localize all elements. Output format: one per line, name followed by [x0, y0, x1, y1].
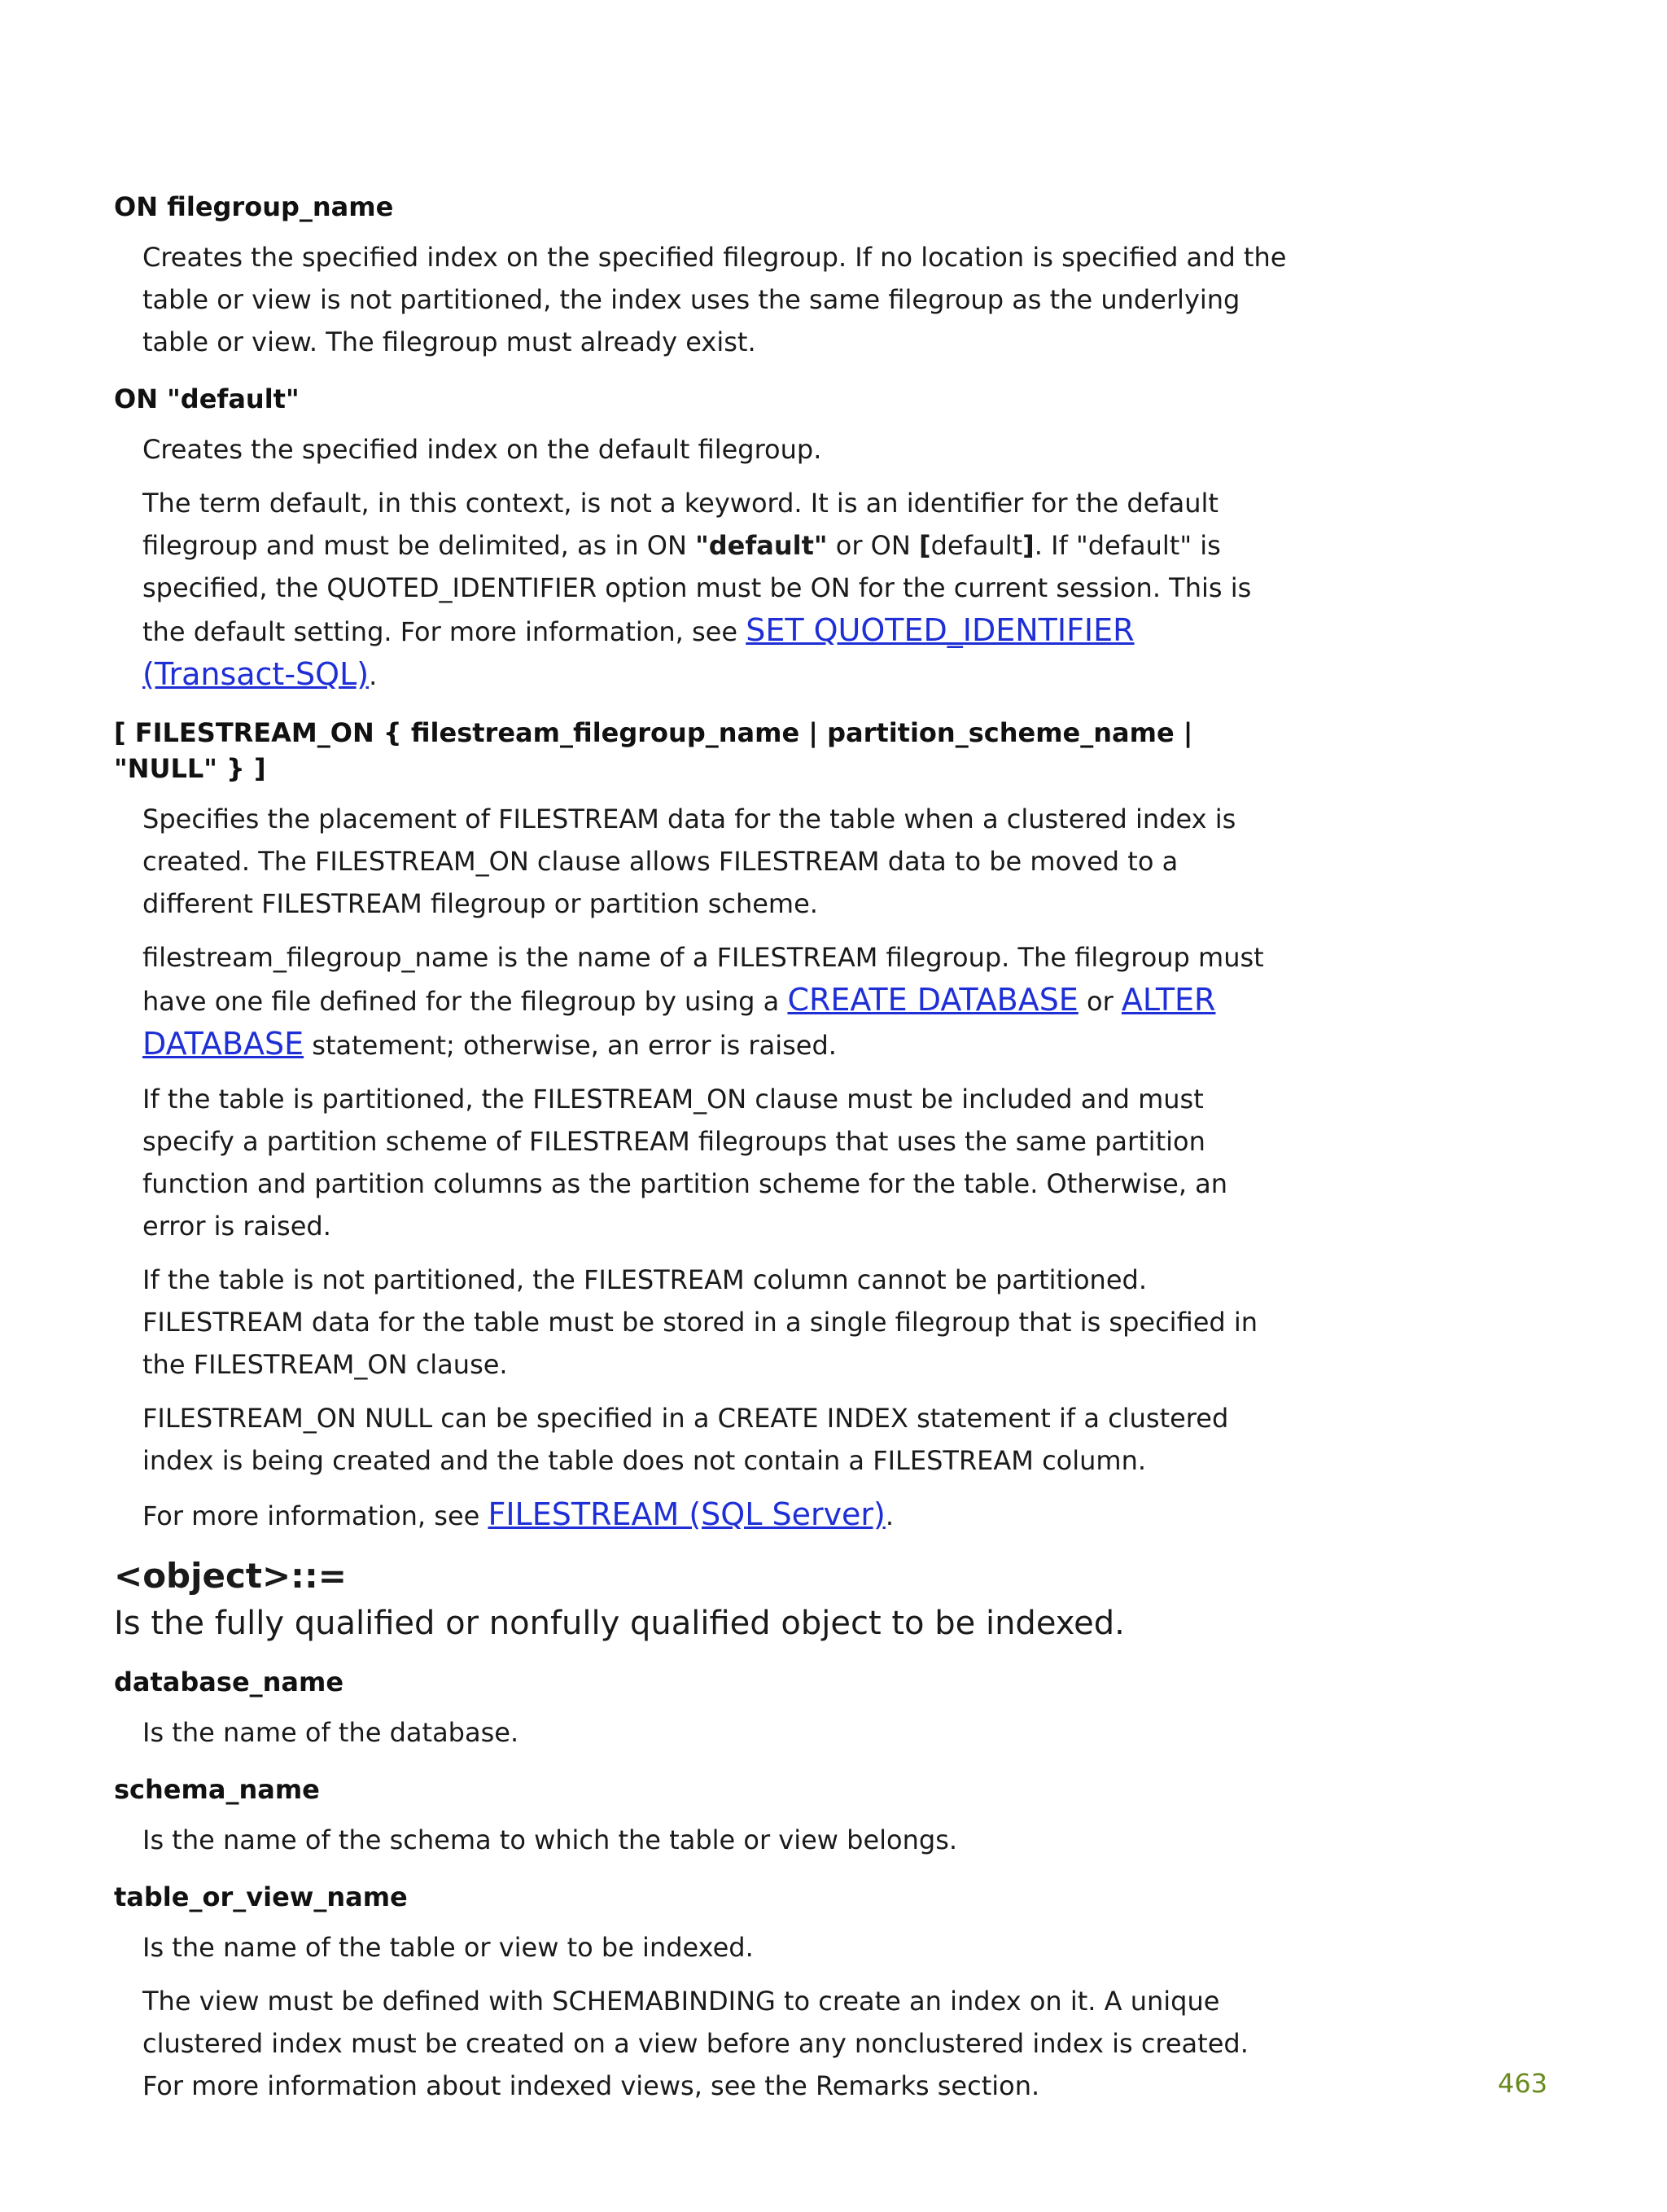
paragraph: Specifies the placement of FILESTREAM data for the table when a clustered index is created. The FILESTREAM_ON clause allows FILESTREAM data to be moved to a different FILESTREAM filegroup or partition scheme. — [142, 804, 1236, 919]
bold-text: "default" — [695, 530, 828, 561]
paragraph — [142, 936, 1294, 1067]
paragraph: The view must be defined with SCHEMABINDING to create an index on it. A unique clustered index must be created on a view before any nonclustered index is created. For more information about indexed views, see the Remarks section. — [142, 1986, 1249, 2101]
paragraph: Is the name of the table or view to be indexed. — [142, 1932, 754, 1963]
term-on-filegroup-name: ON filegroup_name — [114, 191, 394, 222]
paragraph: Creates the specified index on the default filegroup. — [142, 434, 822, 465]
paragraph — [142, 1493, 1294, 1537]
paragraph: Creates the specified index on the specified filegroup. If no location is specified and the table or view is not partitioned, the index uses the same filegroup as the underlying table or view. The filegroup must already exist. — [142, 242, 1287, 357]
desc-table-or-view-name — [142, 1926, 1294, 2107]
bold-text: ] — [1022, 530, 1035, 561]
desc-on-filegroup-name — [142, 236, 1294, 363]
text: For more information, see — [142, 1500, 488, 1531]
paragraph — [142, 482, 1294, 697]
paragraph: Is the name of the schema to which the table or view belongs. — [142, 1824, 958, 1855]
text: The term default, in this context, is not a keyword. It is an identifier for the default filegroup and must be delimited, as in ON — [142, 488, 1219, 561]
term-schema-name: schema_name — [114, 1774, 320, 1805]
term-table-or-view-name: table_or_view_name — [114, 1881, 408, 1912]
text: or ON — [827, 530, 919, 561]
link-alter-database[interactable]: ALTER DATABASE — [142, 982, 1216, 1062]
heading-object: <object>::= — [114, 1556, 347, 1596]
bold-text: [ — [918, 530, 931, 561]
link-create-database[interactable]: CREATE DATABASE — [787, 982, 1079, 1018]
page-number: 463 — [1498, 2068, 1548, 2099]
text: . If "default" is specified, the QUOTED_IDENTIFIER option must be ON for the current session. This is the default setting. For more information, see — [142, 530, 1252, 647]
desc-on-default — [142, 428, 1294, 697]
term-filestream-on: [ FILESTREAM_ON { filestream_filegroup_name | partition_scheme_name | "NULL" } ] — [114, 717, 1193, 784]
term-on-default: ON "default" — [114, 383, 300, 414]
text: default — [930, 530, 1023, 561]
link-filestream-sql-server[interactable]: FILESTREAM (SQL Server) — [488, 1496, 886, 1532]
link-set-quoted-identifier[interactable]: SET QUOTED_IDENTIFIER (Transact-SQL) — [142, 612, 1135, 692]
term-database-name: database_name — [114, 1667, 344, 1697]
text: . — [885, 1500, 895, 1531]
document-page — [114, 189, 1294, 2118]
text: . — [369, 660, 378, 691]
desc-schema-name — [142, 1819, 1294, 1861]
desc-database-name — [142, 1711, 1294, 1754]
text: or — [1078, 986, 1122, 1017]
text: filestream_filegroup_name is the name of a FILESTREAM filegroup. The filegroup must have one file defined for the filegroup by using a — [142, 942, 1264, 1017]
object-lead: Is the fully qualified or nonfully qualified object to be indexed. — [114, 1605, 1125, 1642]
paragraph: If the table is not partitioned, the FILESTREAM column cannot be partitioned. FILESTREAM data for the table must be stored in a single filegroup that is specified in the FILESTREAM_ON clause. — [142, 1264, 1258, 1380]
paragraph: FILESTREAM_ON NULL can be specified in a CREATE INDEX statement if a clustered index is being created and the table does not contain a FILESTREAM column. — [142, 1403, 1229, 1476]
text: statement; otherwise, an error is raised. — [304, 1030, 837, 1061]
paragraph: Is the name of the database. — [142, 1717, 519, 1748]
paragraph: If the table is partitioned, the FILESTREAM_ON clause must be included and must specify a partition scheme of FILESTREAM filegroups that uses the same partition function and partition columns as the partition scheme for the table. Otherwise, an error is raised. — [142, 1084, 1228, 1242]
desc-filestream-on — [142, 798, 1294, 1537]
